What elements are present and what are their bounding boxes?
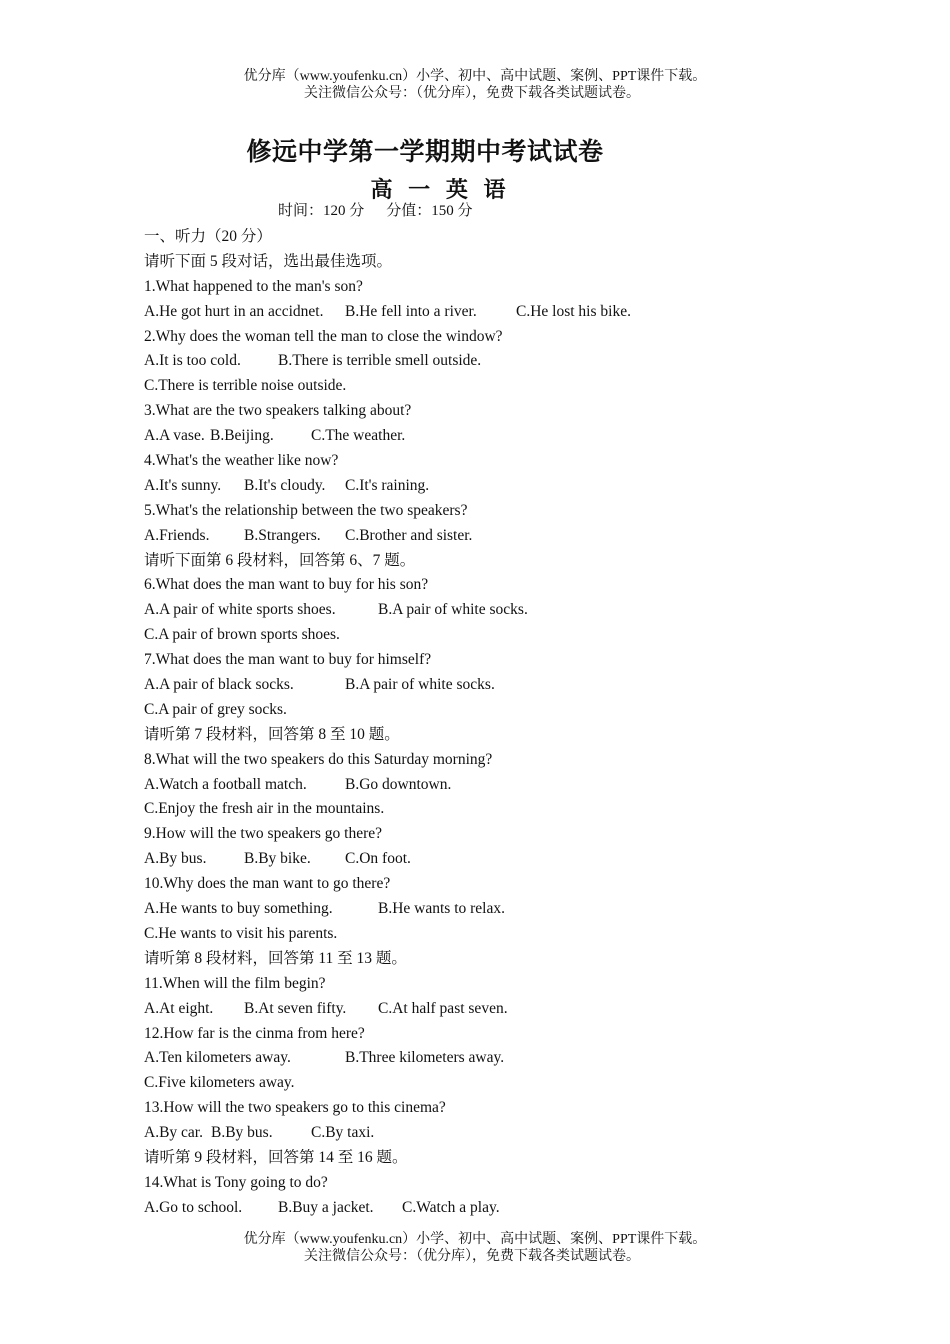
options-row <box>144 1121 864 1146</box>
instruction: 请听下面 5 段对话，选出最佳选项。 <box>144 252 393 270</box>
option-b: B.Beijing. <box>210 427 274 445</box>
option-b: B.By bike. <box>244 850 311 868</box>
options-row <box>144 524 864 549</box>
question: 2.Why does the woman tell the man to close the window? <box>144 327 503 345</box>
options-row <box>144 1071 864 1096</box>
option-a: A.By car. <box>144 1124 203 1142</box>
question: 4.What's the weather like now? <box>144 452 339 470</box>
options-row <box>144 598 864 623</box>
page-header <box>0 68 950 102</box>
option-a: A.He got hurt in an accidnet. <box>144 302 324 320</box>
option-c: C.Enjoy the fresh air in the mountains. <box>144 800 385 818</box>
option-c: C.It's raining. <box>345 476 430 494</box>
footer-line-1: 优分库（www.youfenku.cn）小学、初中、高中试题、案例、PPT课件下载。 <box>243 1232 707 1247</box>
option-b: B.Strangers. <box>244 526 321 544</box>
option-c: C.There is terrible noise outside. <box>144 377 347 395</box>
exam-time: 时间：120 分 <box>278 203 365 219</box>
question: 6.What does the man want to buy for his son? <box>144 576 429 594</box>
exam-subject: 高 一 英 语 <box>370 177 510 203</box>
option-a: A.He wants to buy something. <box>144 900 333 918</box>
instruction: 请听下面第 6 段材料，回答第 6、7 题。 <box>144 551 416 569</box>
option-a: A.Go to school. <box>144 1198 243 1216</box>
options-row <box>144 897 864 922</box>
options-row <box>144 424 864 449</box>
option-c: C.On foot. <box>345 850 411 868</box>
options-row <box>144 773 864 798</box>
exam-title: 修远中学第一学期期中考试试卷 <box>246 137 604 166</box>
option-a: A.At eight. <box>144 999 214 1017</box>
option-c: C.The weather. <box>311 427 406 445</box>
header-line-2: 关注微信公众号：（优分库），免费下载各类试题试卷。 <box>304 86 640 101</box>
option-c: C.Brother and sister. <box>345 526 473 544</box>
options-row <box>144 623 864 648</box>
instruction: 请听第 8 段材料，回答第 11 至 13 题。 <box>144 949 407 967</box>
options-row <box>144 673 864 698</box>
option-a: A.A pair of black socks. <box>144 676 294 694</box>
question: 12.How far is the cinma from here? <box>144 1024 365 1042</box>
option-b: B.He fell into a river. <box>345 302 477 320</box>
option-c: C.He wants to visit his parents. <box>144 924 338 942</box>
option-c: C.By taxi. <box>311 1124 375 1142</box>
option-b: B.A pair of white socks. <box>345 676 495 694</box>
options-row <box>144 997 864 1022</box>
instruction: 请听第 7 段材料，回答第 8 至 10 题。 <box>144 725 400 743</box>
page-footer <box>0 1231 950 1265</box>
option-b: B.Go downtown. <box>345 775 452 793</box>
option-a: A.Ten kilometers away. <box>144 1049 291 1067</box>
section-heading: 一、听力（20 分） <box>144 228 272 245</box>
question: 1.What happened to the man's son? <box>144 277 363 295</box>
question: 9.How will the two speakers go there? <box>144 825 383 843</box>
options-row <box>144 847 864 872</box>
options-row <box>144 698 864 723</box>
question: 3.What are the two speakers talking about? <box>144 402 412 420</box>
options-row <box>144 1046 864 1071</box>
option-a: A.It's sunny. <box>144 476 222 494</box>
option-a: A.Friends. <box>144 526 210 544</box>
option-c: C.A pair of brown sports shoes. <box>144 626 340 644</box>
question: 14.What is Tony going to do? <box>144 1173 328 1191</box>
option-a: A.It is too cold. <box>144 352 241 370</box>
header-line-1: 优分库（www.youfenku.cn）小学、初中、高中试题、案例、PPT课件下载。 <box>243 69 707 84</box>
options-row <box>144 797 864 822</box>
question: 10.Why does the man want to go there? <box>144 875 391 893</box>
question: 11.When will the film begin? <box>144 974 326 992</box>
options-row <box>144 300 864 325</box>
option-a: A.A pair of white sports shoes. <box>144 601 336 619</box>
exam-score: 分值：150 分 <box>386 203 473 219</box>
option-b: B.By bus. <box>211 1124 273 1142</box>
option-a: A.Watch a football match. <box>144 775 307 793</box>
option-c: C.At half past seven. <box>378 999 508 1017</box>
option-b: B.At seven fifty. <box>244 999 347 1017</box>
option-b: B.Buy a jacket. <box>278 1198 374 1216</box>
option-b: B.He wants to relax. <box>378 900 505 918</box>
exam-meta <box>278 202 473 220</box>
options-row <box>144 474 864 499</box>
option-c: C.Five kilometers away. <box>144 1074 295 1092</box>
option-a: A.By bus. <box>144 850 207 868</box>
option-c: C.A pair of grey socks. <box>144 700 287 718</box>
options-row <box>144 374 864 399</box>
footer-line-2: 关注微信公众号：（优分库），免费下载各类试题试卷。 <box>304 1249 640 1264</box>
option-b: B.There is terrible smell outside. <box>278 352 482 370</box>
question: 7.What does the man want to buy for himself? <box>144 651 432 669</box>
option-c: C.Watch a play. <box>402 1198 500 1216</box>
options-row <box>144 349 864 374</box>
question: 5.What's the relationship between the two speakers? <box>144 501 468 519</box>
options-row <box>144 1196 864 1221</box>
option-b: B.A pair of white socks. <box>378 601 528 619</box>
options-row <box>144 922 864 947</box>
question: 8.What will the two speakers do this Saturday morning? <box>144 750 493 768</box>
listening-section <box>144 225 864 1221</box>
option-b: B.It's cloudy. <box>244 476 326 494</box>
option-c: C.He lost his bike. <box>516 302 631 320</box>
instruction: 请听第 9 段材料，回答第 14 至 16 题。 <box>144 1148 408 1166</box>
option-a: A.A vase. <box>144 427 205 445</box>
question: 13.How will the two speakers go to this cinema? <box>144 1099 446 1117</box>
option-b: B.Three kilometers away. <box>345 1049 505 1067</box>
